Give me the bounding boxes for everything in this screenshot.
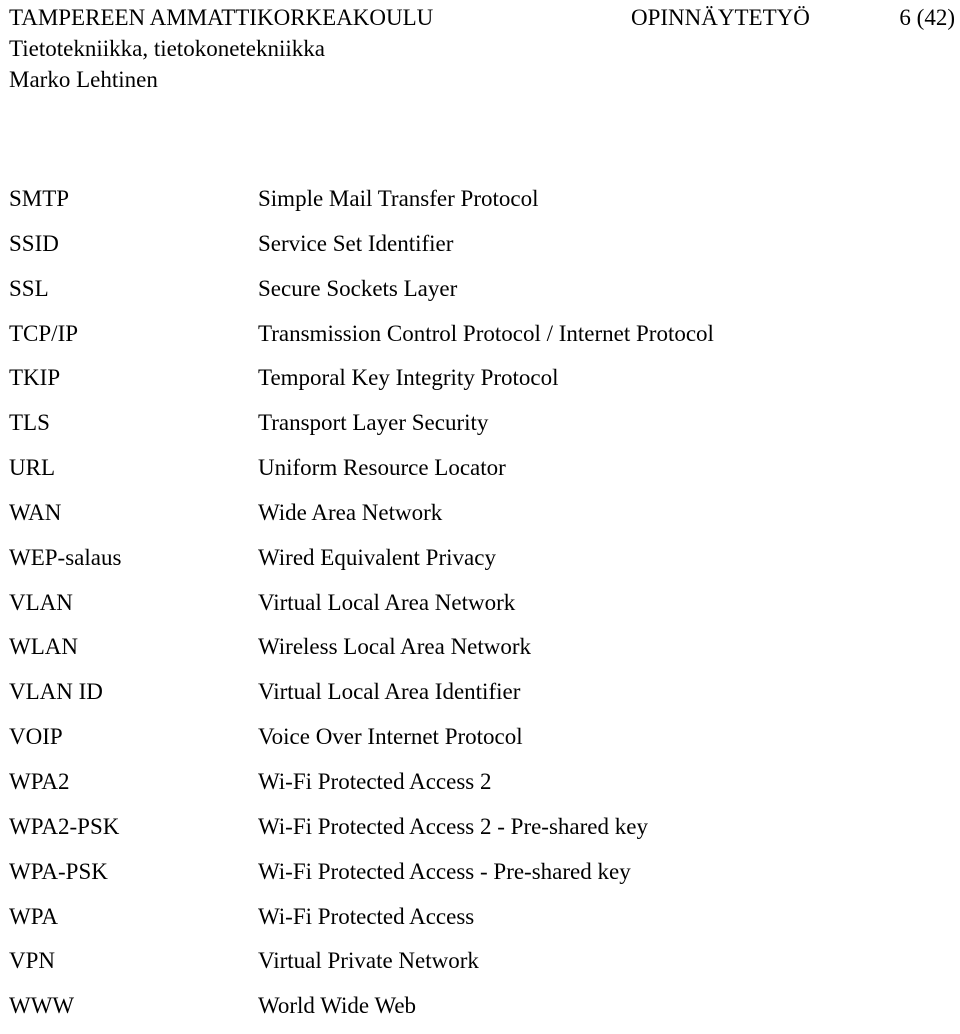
abbreviation-row (9, 451, 949, 496)
abbreviation-list (9, 182, 949, 1034)
abbreviation-definition: Voice Over Internet Protocol (258, 724, 523, 750)
abbreviation-row (9, 541, 949, 586)
school-name: TAMPEREEN AMMATTIKORKEAKOULU (9, 5, 434, 30)
abbreviation-term: TKIP (9, 365, 61, 391)
abbreviation-definition: Transmission Control Protocol / Internet Protocol (258, 320, 714, 346)
author-name: Marko Lehtinen (9, 67, 158, 92)
abbreviation-definition: Virtual Local Area Network (258, 589, 516, 615)
abbreviation-row (9, 272, 949, 317)
abbreviation-term: SSL (9, 275, 49, 301)
abbreviation-definition: Wireless Local Area Network (258, 634, 532, 660)
abbreviation-definition: Temporal Key Integrity Protocol (258, 365, 559, 391)
abbreviation-term: VOIP (9, 724, 63, 750)
abbreviation-definition: Wi-Fi Protected Access 2 - Pre-shared key (258, 813, 648, 839)
abbreviation-definition: Secure Sockets Layer (258, 275, 458, 301)
abbreviation-definition: World Wide Web (258, 993, 417, 1019)
abbreviation-term: WPA-PSK (9, 858, 108, 884)
abbreviation-definition: Wi-Fi Protected Access - Pre-shared key (258, 858, 631, 884)
header-top-row (9, 2, 955, 33)
abbreviation-row (9, 675, 949, 720)
abbreviation-term: VPN (9, 948, 56, 974)
abbreviation-row (9, 855, 949, 900)
abbreviation-term: WEP-salaus (9, 544, 122, 570)
abbreviation-row (9, 765, 949, 810)
abbreviation-row (9, 630, 949, 675)
document-type: OPINNÄYTETYÖ (631, 5, 810, 30)
abbreviation-definition: Wi-Fi Protected Access 2 (258, 768, 492, 794)
abbreviation-definition: Uniform Resource Locator (258, 455, 506, 481)
abbreviation-row (9, 496, 949, 541)
abbreviation-row (9, 227, 949, 272)
abbreviation-term: URL (9, 455, 55, 481)
abbreviation-term: VLAN (9, 589, 73, 615)
abbreviation-term: VLAN ID (9, 679, 103, 705)
abbreviation-row (9, 317, 949, 362)
abbreviation-row (9, 361, 949, 406)
abbreviation-row (9, 586, 949, 631)
abbreviation-term: WPA (9, 903, 58, 929)
abbreviation-definition: Wide Area Network (258, 499, 443, 525)
abbreviation-term: WAN (9, 499, 62, 525)
abbreviation-definition: Virtual Private Network (258, 948, 479, 974)
page-header (9, 2, 955, 95)
abbreviation-row (9, 182, 949, 227)
abbreviation-term: WPA2-PSK (9, 813, 120, 839)
abbreviation-definition: Wired Equivalent Privacy (258, 544, 496, 570)
abbreviation-definition: Wi-Fi Protected Access (258, 903, 475, 929)
abbreviation-term: WLAN (9, 634, 78, 660)
page-number: 6 (42) (899, 5, 955, 30)
abbreviation-term: SSID (9, 230, 59, 256)
abbreviation-definition: Simple Mail Transfer Protocol (258, 186, 539, 211)
abbreviation-row (9, 900, 949, 945)
abbreviation-term: WWW (9, 993, 75, 1019)
abbreviation-term: WPA2 (9, 768, 70, 794)
abbreviation-row (9, 944, 949, 989)
abbreviation-definition: Transport Layer Security (258, 410, 489, 436)
abbreviation-row (9, 406, 949, 451)
abbreviation-term: TLS (9, 410, 50, 436)
abbreviation-definition: Virtual Local Area Identifier (258, 679, 521, 705)
abbreviation-definition: Service Set Identifier (258, 230, 454, 256)
abbreviation-row (9, 720, 949, 765)
abbreviation-row (9, 989, 949, 1034)
abbreviation-row (9, 810, 949, 855)
department-name: Tietotekniikka, tietokonetekniikka (9, 36, 325, 61)
abbreviation-term: SMTP (9, 186, 70, 211)
abbreviation-term: TCP/IP (9, 320, 79, 346)
